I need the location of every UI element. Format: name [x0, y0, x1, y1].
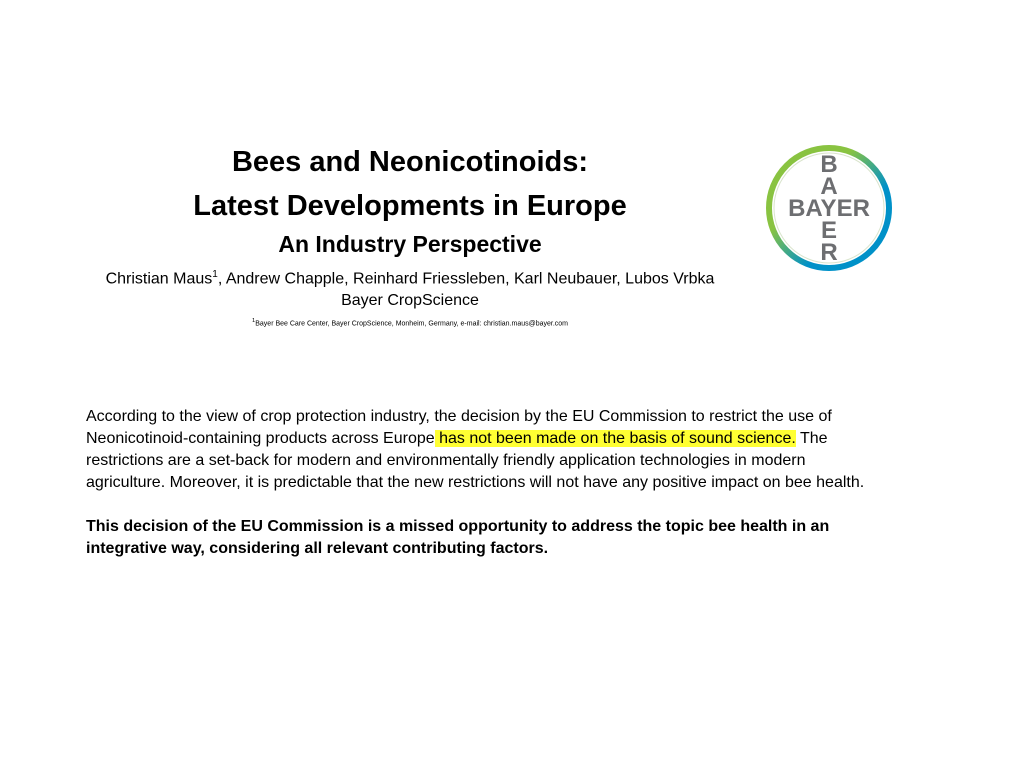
- title-line-1: Bees and Neonicotinoids:: [231, 146, 589, 178]
- highlighted-text: has not been made on the basis of sound science.: [434, 430, 796, 447]
- paragraph-1-end: The restrictions are a set-back for modern and environmentally friendly application technologies in modern agriculture. Moreover, it is predictable that the new restrictions will not have any positive impact on bee health.: [86, 430, 865, 491]
- authors-line: [60, 264, 760, 290]
- affiliation-line: [60, 314, 760, 331]
- paragraph-1-start: According to the view of crop protection industry, the decision by the EU Commission to restrict the use of Neonicotinoid-containing products across Europe: [86, 408, 832, 447]
- paragraph-2: This decision of the EU Commission is a missed opportunity to address the topic bee health in an integrative way, considering all relevant contributing factors.: [86, 518, 830, 557]
- title-line-2: Latest Developments in Europe: [193, 190, 627, 222]
- author-first-superscript: 1: [212, 269, 218, 280]
- logo-letter-b: B: [820, 151, 838, 178]
- paragraph-1: [86, 406, 876, 494]
- author-first: Christian Maus: [105, 270, 213, 288]
- logo-letter-r: R: [820, 239, 838, 266]
- authors-rest: , Andrew Chapple, Reinhard Friessleben, Karl Neubauer, Lubos Vrbka: [217, 270, 715, 288]
- logo-letter-e: E: [820, 217, 838, 244]
- subtitle: An Industry Perspective: [278, 231, 542, 257]
- affiliation: Bayer Bee Care Center, Bayer CropScience, Monheim, Germany, e-mail: christian.maus@bayer.com: [255, 320, 569, 328]
- logo-letter-a: A: [820, 173, 838, 200]
- title-block: [60, 140, 760, 332]
- bayer-logo: [764, 143, 894, 273]
- body-text: [86, 406, 876, 560]
- organization: Bayer CropScience: [341, 292, 479, 310]
- affiliation-superscript: 1: [251, 318, 256, 325]
- logo-word-bayer: BAYER: [788, 195, 870, 222]
